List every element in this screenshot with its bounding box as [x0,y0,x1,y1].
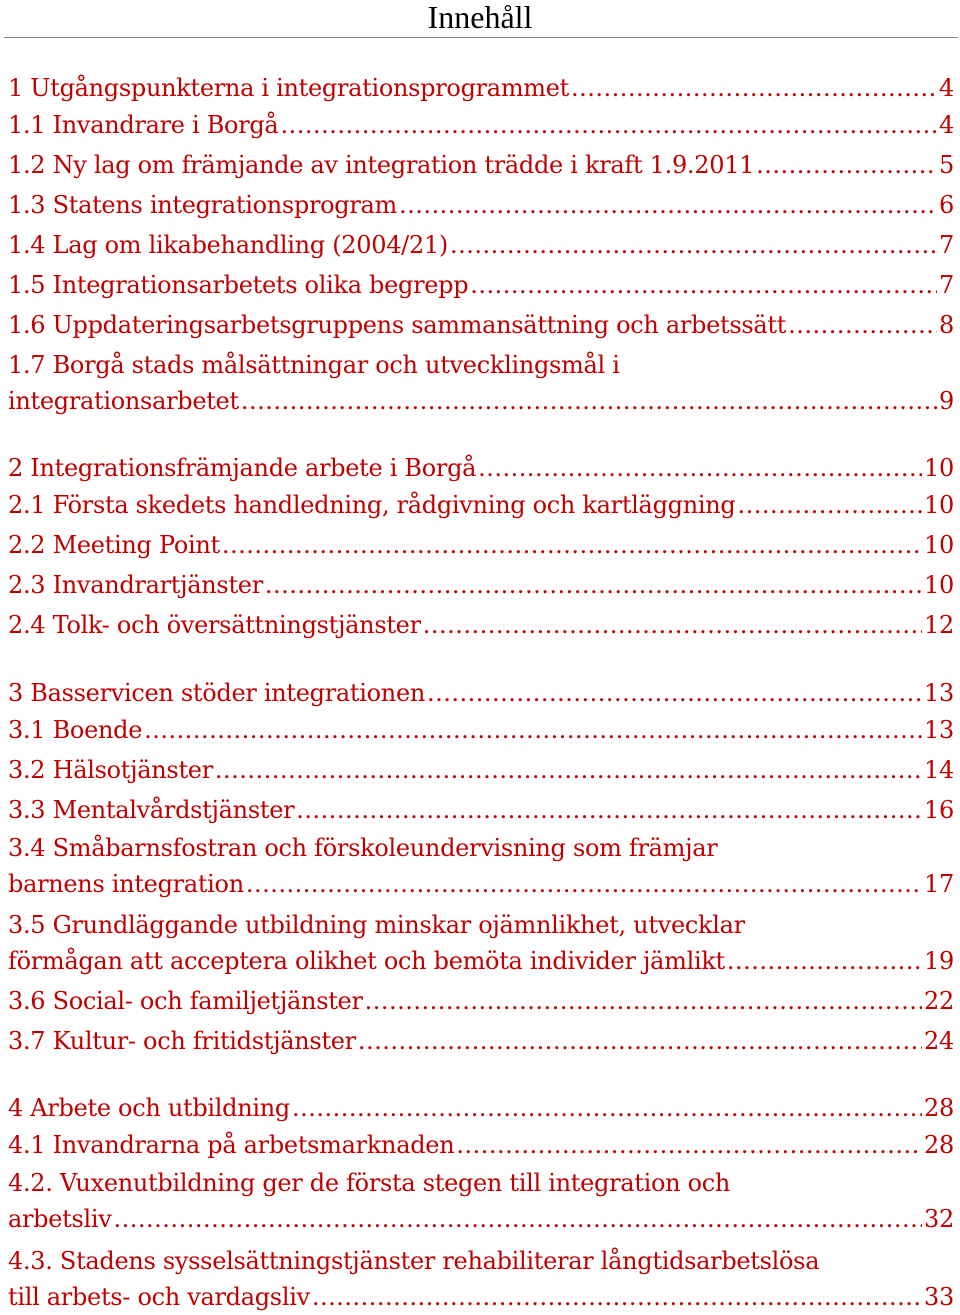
toc-entry-title: 4.1 Invandrarna på arbetsmarknaden [8,1131,455,1159]
toc-entry-line [8,147,954,183]
toc-entry-line [8,1090,954,1126]
toc-entry[interactable] [8,1165,954,1237]
dot-leader [450,227,937,263]
toc-entry[interactable] [8,792,954,828]
toc-entry-title: 3.6 Social- och familjetjänster [8,987,363,1015]
toc-entry[interactable] [8,752,954,788]
dot-leader [312,1279,922,1315]
dot-leader [265,567,922,603]
toc-entry[interactable] [8,712,954,748]
toc-entry-title: till arbets- och vardagsliv [8,1283,310,1311]
toc-entry-page-number: 10 [924,531,954,559]
dot-leader [365,983,922,1019]
toc-entry-title: barnens integration [8,870,244,898]
toc-entry-page-number: 17 [924,870,954,898]
toc-entry-page-number: 5 [939,151,954,179]
dot-leader [756,147,937,183]
toc-entry-page-number: 33 [924,1283,954,1311]
toc-entry[interactable] [8,147,954,183]
toc-entry-page-number: 4 [939,74,954,102]
dot-leader [241,383,937,419]
toc-entry-page-number: 7 [939,271,954,299]
toc-entry[interactable] [8,527,954,563]
toc-entry-title-line: 3.5 Grundläggande utbildning minskar ojämnlikhet, utvecklar [8,911,745,939]
toc-entry-title: arbetsliv [8,1205,112,1233]
toc-entry-title: 2.4 Tolk- och översättningstjänster [8,611,421,639]
dot-leader [222,527,922,563]
toc-entry-page-number: 16 [924,796,954,824]
toc-entry-title: 3.2 Hälsotjänster [8,756,213,784]
toc-entry[interactable] [8,1023,954,1059]
toc-entry[interactable] [8,675,954,711]
toc-entry-title: 1.5 Integrationsarbetets olika begrepp [8,271,469,299]
title-divider [4,37,958,38]
toc-entry-page-number: 28 [924,1094,954,1122]
toc-entry-line [8,675,954,711]
dot-leader [571,70,937,106]
toc-entry-page-number: 24 [924,1027,954,1055]
toc-entry[interactable] [8,227,954,263]
toc-entry-line [8,943,954,979]
toc-entry[interactable] [8,907,954,979]
toc-entry-title-line: 1.7 Borgå stads målsättningar och utvecklingsmål i [8,351,620,379]
dot-leader [399,187,937,223]
dot-leader [292,1090,922,1126]
toc-entry-line [8,107,954,143]
toc-entry[interactable] [8,830,954,902]
toc-entry-title: 1 Utgångspunkterna i integrationsprogrammet [8,74,569,102]
toc-entry[interactable] [8,607,954,643]
toc-entry-page-number: 19 [924,947,954,975]
dot-leader [737,487,922,523]
toc-entry-line [8,187,954,223]
toc-entry-title-line: 4.2. Vuxenutbildning ger de första stegen till integration och [8,1169,731,1197]
toc-entry[interactable] [8,347,954,419]
toc-entry-title: 2.1 Första skedets handledning, rådgivning och kartläggning [8,491,736,519]
toc-entry-title: 3 Basservicen stöder integrationen [8,679,426,707]
toc-entry-page-number: 13 [924,716,954,744]
toc-entry-line [8,1127,954,1163]
toc-entry-line [8,1023,954,1059]
toc-entry[interactable] [8,983,954,1019]
toc-entry-title-line: 4.3. Stadens sysselsättningstjänster rehabiliterar långtidsarbetslösa [8,1247,820,1275]
dot-leader [788,307,937,343]
toc-entry[interactable] [8,450,954,486]
toc-entry-page-number: 9 [939,387,954,415]
toc-entry-title: 1.4 Lag om likabehandling (2004/21) [8,231,448,259]
toc-entry-line [8,1279,954,1315]
toc-entry-line [8,792,954,828]
toc-entry[interactable] [8,307,954,343]
toc-entry-page-number: 22 [924,987,954,1015]
toc-entry[interactable] [8,267,954,303]
toc-entry-line [8,487,954,523]
toc-entry[interactable] [8,487,954,523]
toc-entry-page-number: 13 [924,679,954,707]
toc-entry-title: 2.3 Invandrartjänster [8,571,263,599]
toc-entry-line [8,712,954,748]
dot-leader [423,607,922,643]
toc-entry-title: 3.1 Boende [8,716,143,744]
toc-entry-line [8,752,954,788]
toc-entry-line [8,607,954,643]
dot-leader [215,752,922,788]
toc-entry[interactable] [8,1090,954,1126]
toc-entry-line [8,1201,954,1237]
toc-entry-page-number: 10 [924,454,954,482]
dot-leader [246,866,922,902]
dot-leader [478,450,922,486]
toc-entry-line [8,567,954,603]
toc-entry[interactable] [8,187,954,223]
toc-entry-page-number: 28 [924,1131,954,1159]
toc-entry-title: 2 Integrationsfrämjande arbete i Borgå [8,454,477,482]
toc-entry[interactable] [8,1243,954,1315]
toc-entry-line [8,267,954,303]
toc-entry[interactable] [8,1127,954,1163]
toc-entry-title: 2.2 Meeting Point [8,531,220,559]
toc-entry-title: 1.2 Ny lag om främjande av integration trädde i kraft 1.9.2011 [8,151,755,179]
dot-leader [470,267,937,303]
toc-entry-title: 4 Arbete och utbildning [8,1094,290,1122]
toc-entry[interactable] [8,70,954,106]
toc-entry-page-number: 6 [939,191,954,219]
toc-entry-line [8,866,954,902]
toc-entry-page-number: 12 [924,611,954,639]
toc-entry-page-number: 32 [924,1205,954,1233]
dot-leader [296,792,922,828]
toc-entry-page-number: 14 [924,756,954,784]
toc-entry-title: integrationsarbetet [8,387,239,415]
dot-leader [727,943,922,979]
toc-entry-title: 3.7 Kultur- och fritidstjänster [8,1027,356,1055]
toc-entry-line [8,383,954,419]
dot-leader [456,1127,922,1163]
toc-entry-title: förmågan att acceptera olikhet och bemöta individer jämlikt [8,947,725,975]
dot-leader [427,675,922,711]
toc-entry-title: 1.3 Statens integrationsprogram [8,191,397,219]
toc-entry-page-number: 7 [939,231,954,259]
toc-entry-title-line: 3.4 Småbarnsfostran och förskoleundervisning som främjar [8,834,718,862]
toc-entry-line [8,527,954,563]
dot-leader [358,1023,922,1059]
dot-leader [114,1201,923,1237]
toc-entry-line [8,70,954,106]
toc-entry-line [8,983,954,1019]
page-title: Innehåll [427,0,533,35]
toc-entry-title: 1.6 Uppdateringsarbetsgruppens sammansättning och arbetssätt [8,311,787,339]
toc-entry-line [8,227,954,263]
toc-entry-page-number: 8 [939,311,954,339]
toc-entry[interactable] [8,567,954,603]
toc-entry-line [8,450,954,486]
toc-entry-title: 1.1 Invandrare i Borgå [8,111,279,139]
toc-entry-line [8,307,954,343]
dot-leader [280,107,937,143]
toc-entry[interactable] [8,107,954,143]
toc-entry-page-number: 10 [924,491,954,519]
dot-leader [144,712,922,748]
toc-entry-page-number: 4 [939,111,954,139]
toc-entry-title: 3.3 Mentalvårdstjänster [8,796,295,824]
toc-entry-page-number: 10 [924,571,954,599]
